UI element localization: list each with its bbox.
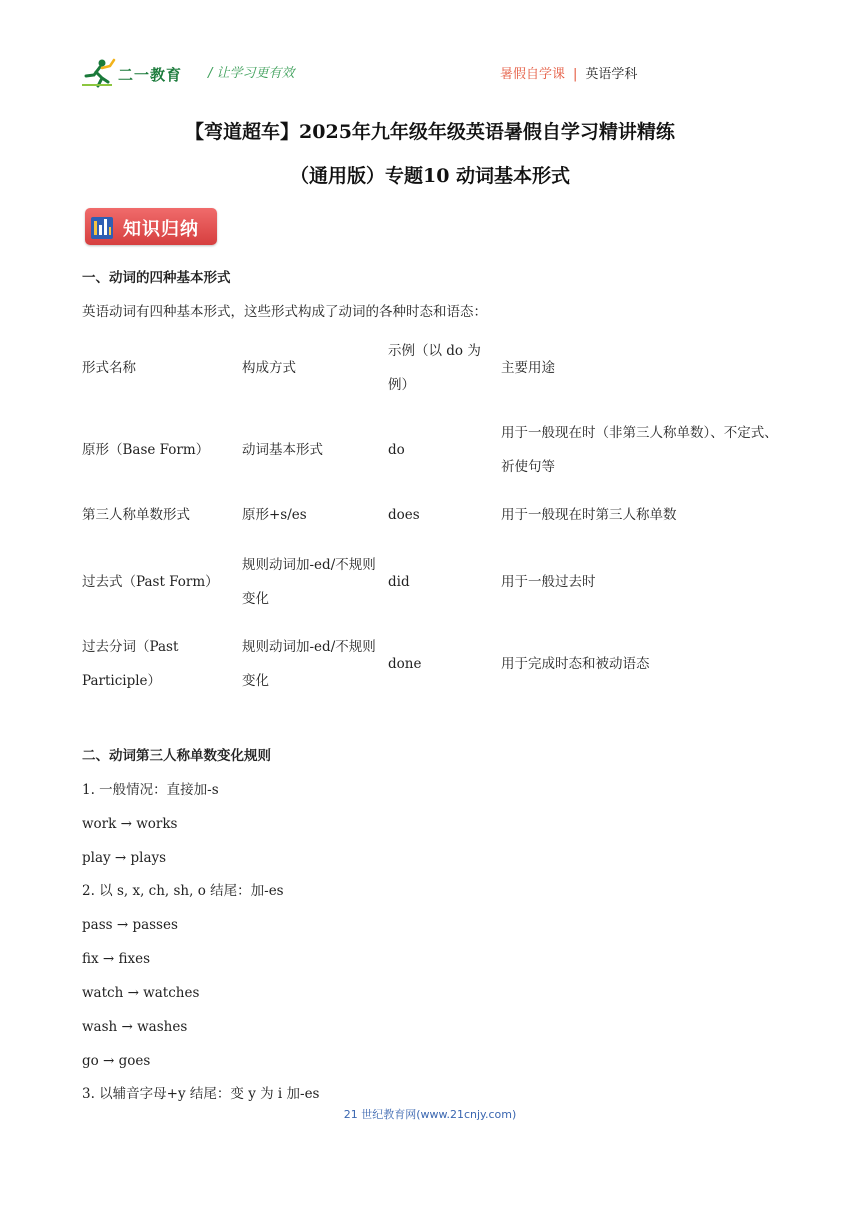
badge-label: 知识归纳 <box>123 219 199 240</box>
table-row <box>82 630 782 698</box>
table-cell: 规则动词加-ed/不规则变化 <box>242 639 376 689</box>
section-badge <box>85 208 217 245</box>
header-course-info <box>500 63 637 82</box>
example-line: work → works <box>82 816 178 832</box>
table-cell: did <box>388 573 410 590</box>
table-cell: 第三人称单数形式 <box>82 506 190 523</box>
table-cell: 用于一般过去时 <box>501 573 596 590</box>
example-line: wash → washes <box>82 1019 188 1035</box>
verb-forms-table <box>82 333 782 698</box>
example-line: go → goes <box>82 1053 151 1069</box>
table-cell: 用于一般现在时第三人称单数 <box>501 506 677 523</box>
example-line: watch → watches <box>82 985 200 1001</box>
section-1-intro: 英语动词有四种基本形式，这些形式构成了动词的各种时态和语态： <box>82 304 487 320</box>
table-cell: 规则动词加-ed/不规则变化 <box>242 556 376 607</box>
subject-label: 英语学科 <box>585 67 638 82</box>
example-line: fix → fixes <box>82 951 151 967</box>
table-header-row <box>82 333 782 403</box>
header-separator: | <box>573 67 578 82</box>
rule-line: 2. 以 s, x, ch, sh, o 结尾：加-es <box>82 883 284 899</box>
table-cell: 原形（Base Form） <box>82 441 210 458</box>
example-line: pass → passes <box>82 917 178 933</box>
brand-logo <box>82 56 194 90</box>
table-row <box>82 533 782 630</box>
runner-icon <box>82 58 116 88</box>
course-label: 暑假自学课 <box>500 67 566 82</box>
table-row <box>82 496 782 533</box>
page-footer: 21 世纪教育网(www.21cnjy.com) <box>343 1108 517 1121</box>
example-line: play → plays <box>82 850 167 866</box>
header-cell: 主要用途 <box>501 360 555 376</box>
rule-line: 3. 以辅音字母+y 结尾：变 y 为 i 加-es <box>82 1086 320 1102</box>
table-cell: do <box>388 441 405 458</box>
section-2-heading: 二、动词第三人称单数变化规则 <box>82 748 271 764</box>
doc-title-line-1: 【弯道超车】2025年九年级年级英语暑假自学习精讲精练 <box>185 121 675 143</box>
table-cell: 过去式（Past Form） <box>82 573 219 590</box>
table-row <box>82 403 782 496</box>
header-cell: 形式名称 <box>82 360 136 376</box>
table-cell: 原形+s/es <box>242 506 307 523</box>
book-icon <box>90 213 114 240</box>
table-cell: does <box>388 506 420 523</box>
page-header <box>82 56 782 90</box>
table-cell: 动词基本形式 <box>242 441 323 458</box>
table-cell: 用于一般现在时（非第三人称单数）、不定式、祈使句等 <box>501 424 778 475</box>
section-1-heading: 一、动词的四种基本形式 <box>82 270 231 286</box>
rule-line: 1. 一般情况：直接加-s <box>82 782 219 798</box>
table-cell: 过去分词（Past Participle） <box>82 639 179 689</box>
doc-title-line-2: （通用版）专题10 动词基本形式 <box>289 165 571 187</box>
header-cell: 构成方式 <box>242 360 296 376</box>
table-cell: 用于完成时态和被动语态 <box>501 656 650 672</box>
logo-text: 二一教育 <box>118 66 183 84</box>
table-cell: done <box>388 656 422 672</box>
header-cell: 示例（以 do 为例） <box>388 343 481 393</box>
slogan: / 让学习更有效 <box>208 66 295 81</box>
